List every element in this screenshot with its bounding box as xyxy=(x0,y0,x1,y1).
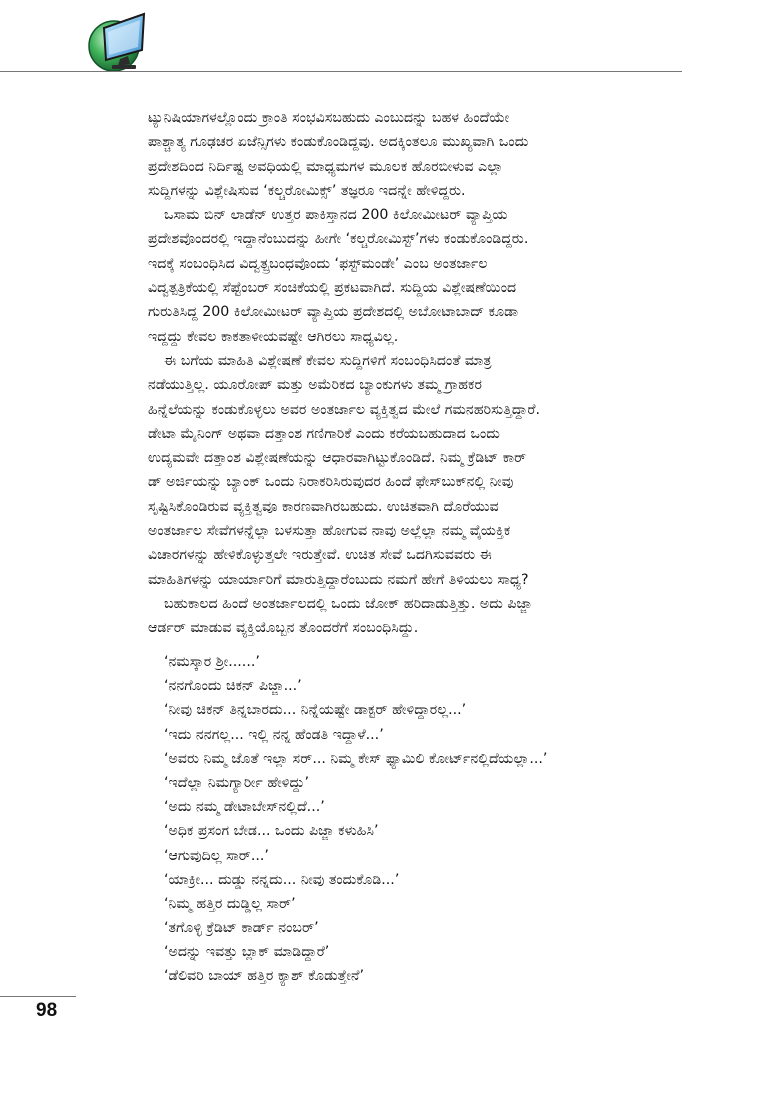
text-line: ಹಿನ್ನೆಲೆಯನ್ನು ಕಂಡುಕೊಳ್ಳಲು ಅವರ ಅಂತರ್ಜಾಲ ವ್ಯಕ್ತಿತ್ವದ ಮೇಲೆ ಗಮನಹರಿಸುತ್ತಿದ್ದಾರೆ. xyxy=(148,401,540,418)
dialogue-line: ‘ನಮಸ್ಕಾರ ಶ್ರೀ......’ xyxy=(164,654,260,670)
text-line: ಇದ್ದದ್ದು ಕೇವಲ ಕಾಕತಾಳೀಯವಷ್ಟೇ ಆಗಿರಲು ಸಾಧ್ಯವಿಲ್ಲ. xyxy=(148,328,399,345)
text-line: ಡ್ ಅರ್ಜಿಯನ್ನು ಬ್ಯಾಂಕ್ ಒಂದು ನಿರಾಕರಿಸಿರುವುದರ ಹಿಂದೆ ಫೇಸ್‌ಬುಕ್‌ನಲ್ಲಿ ನೀವು xyxy=(148,474,514,491)
text-line: ಸುದ್ದಿಗಳನ್ನು ವಿಶ್ಲೇಷಿಸುವ ‘ಕಲ್ಚರೋಮಿಕ್ಸ್’ ತಜ್ಞರೂ ಇದನ್ನೇ ಹೇಳಿದ್ದರು. xyxy=(148,182,466,199)
dialogue-line: ‘ನೀವು ಚಿಕನ್ ತಿನ್ನಬಾರದು... ನಿನ್ನೆಯಷ್ಟೇ ಡಾಕ್ಟರ್ ಹೇಳಿದ್ದಾರಲ್ಲ...’ xyxy=(164,702,467,719)
text-line: ಸೃಷ್ಟಿಸಿಕೊಂಡಿರುವ ವ್ಯಕ್ತಿತ್ವವೂ ಕಾರಣವಾಗಿರಬಹುದು. ಉಚಿತವಾಗಿ ದೊರೆಯುವ xyxy=(148,498,499,515)
text-line: ನಡೆಯುತ್ತಿಲ್ಲ. ಯೂರೋಪ್ ಮತ್ತು ಅಮೆರಿಕದ ಬ್ಯಾಂಕುಗಳು ತಮ್ಮ ಗ್ರಾಹಕರ xyxy=(148,377,482,394)
text-line: ಡೇಟಾ ಮೈನಿಂಗ್ ಅಥವಾ ದತ್ತಾಂಶ ಗಣಿಗಾರಿಕೆ ಎಂದು ಕರೆಯಬಹುದಾದ ಒಂದು xyxy=(148,425,500,442)
text-line: ಅಂತರ್ಜಾಲ ಸೇವೆಗಳನ್ನೆಲ್ಲಾ ಬಳಸುತ್ತಾ ಹೋಗುವ ನಾವು ಅಲ್ಲೆಲ್ಲಾ ನಮ್ಮ ವೈಯಕ್ತಿಕ xyxy=(148,523,511,540)
text-line: ಮಾಹಿತಿಗಳನ್ನು ಯಾರ್ಯಾರಿಗೆ ಮಾರುತ್ತಿದ್ದಾರೆಂಬುದು ನಮಗೆ ಹೇಗೆ ತಿಳಿಯಲು ಸಾಧ್ಯ? xyxy=(148,571,529,588)
article-body xyxy=(148,106,668,641)
text-line: ಇದಕ್ಕೆ ಸಂಬಂಧಿಸಿದ ವಿದ್ವತ್ಪ್ರಬಂಧವೊಂದು ‘ಫಸ್ಟ್‌ಮಂಡೇ’ ಎಂಬ ಅಂತರ್ಜಾಲ xyxy=(148,255,488,272)
text-line: ಬಹುಕಾಲದ ಹಿಂದೆ ಅಂತರ್ಜಾಲದಲ್ಲಿ ಒಂದು ಜೋಕ್ ಹರಿದಾಡುತ್ತಿತ್ತು. ಅದು ಪಿಜ್ಜಾ xyxy=(164,595,533,612)
dialogue-line: ‘ಆಗುವುದಿಲ್ಲ ಸಾರ್...’ xyxy=(164,847,269,864)
text-line: ಒಸಾಮ ಬಿನ್ ಲಾಡೆನ್ ಉತ್ತರ ಪಾಕಿಸ್ತಾನದ 200 ಕಿಲೋಮೀಟರ್ ವ್ಯಾಪ್ತಿಯ xyxy=(164,207,508,224)
dialogue-line: ‘ಯಾಕ್ರೀ... ದುಡ್ಡು ನನ್ನದು... ನೀವು ತಂದುಕೊಡಿ...’ xyxy=(164,871,400,888)
dialogue-block xyxy=(164,650,664,989)
dialogue-line: ‘ನಿಮ್ಮ ಹತ್ತಿರ ದುಡ್ಡಿಲ್ಲ ಸಾರ್’ xyxy=(164,895,296,912)
dialogue-line: ‘ತಗೊಳ್ಳಿ ಕ್ರೆಡಿಟ್ ಕಾರ್ಡ್ ನಂಬರ್’ xyxy=(164,920,319,937)
dialogue-line: ‘ಇದೆಲ್ಲಾ ನಿಮಗ್ಯಾರ್ರೀ ಹೇಳಿದ್ದು’ xyxy=(164,774,310,791)
dialogue-line: ‘ಅವರು ನಿಮ್ಮ ಜೊತೆ ಇಲ್ಲಾ ಸರ್... ನಿಮ್ಮ ಕೇಸ್ ಫ್ಯಾಮಿಲಿ ಕೋರ್ಟ್‌ನಲ್ಲಿದೆಯಲ್ಲಾ...’ xyxy=(164,750,548,767)
computer-monitor-globe-icon xyxy=(84,10,154,74)
text-line: ಗುರುತಿಸಿದ್ದ 200 ಕಿಲೋಮೀಟರ್ ವ್ಯಾಪ್ತಿಯ ಪ್ರದೇಶದಲ್ಲಿ ಅಬೋಟಾಬಾದ್ ಕೂಡಾ xyxy=(148,304,519,321)
text-line: ಟ್ಯುನಿಷಿಯಾಗಳಲ್ಲೊಂದು ಕ್ರಾಂತಿ ಸಂಭವಿಸಬಹುದು ಎಂಬುದನ್ನು ಬಹಳ ಹಿಂದೆಯೇ xyxy=(148,110,510,126)
dialogue-line: ‘ನನಗೊಂದು ಚಿಕನ್ ಪಿಜ್ಜಾ...’ xyxy=(164,678,302,695)
text-line: ವಿಚಾರಗಳನ್ನು ಹೇಳಿಕೊಳ್ಳುತ್ತಲೇ ಇರುತ್ತೇವೆ. ಉಚಿತ ಸೇವೆ ಒದಗಿಸುವವರು ಈ xyxy=(148,547,492,564)
text-line: ಪ್ರದೇಶವೊಂದರಲ್ಲಿ ಇದ್ದಾನೆಂಬುದನ್ನು ಹೀಗೇ ‘ಕಲ್ಚರೋಮಿಸ್ಟ್’ಗಳು ಕಂಡುಕೊಂಡಿದ್ದರು. xyxy=(148,231,529,248)
text-line: ಆರ್ಡರ್ ಮಾಡುವ ವ್ಯಕ್ತಿಯೊಬ್ಬನ ತೊಂದರೆಗೆ ಸಂಬಂಧಿಸಿದ್ದು. xyxy=(148,620,419,637)
text-line: ಉದ್ಯಮವೇ ದತ್ತಾಂಶ ವಿಶ್ಲೇಷಣೆಯನ್ನು ಆಧಾರವಾಗಿಟ್ಟುಕೊಂಡಿದೆ. ನಿಮ್ಮ ಕ್ರೆಡಿಟ್ ಕಾರ್ xyxy=(148,450,527,467)
dialogue-line: ‘ಅದನ್ನು ಇವತ್ತು ಬ್ಲಾಕ್ ಮಾಡಿದ್ದಾರೆ’ xyxy=(164,944,330,961)
page-number: 98 xyxy=(36,1000,58,1021)
dialogue-line: ‘ಇದು ನನಗಲ್ಲ... ಇಲ್ಲಿ ನನ್ನ ಹೆಂಡತಿ ಇದ್ದಾಳೆ...’ xyxy=(164,726,384,743)
text-line: ಪಾಶ್ಚಾತ್ಯ ಗೂಢಚರ ಏಜೆನ್ಸಿಗಳು ಕಂಡುಕೊಂಡಿದ್ದವು. ಅದಕ್ಕಿಂತಲೂ ಮುಖ್ಯವಾಗಿ ಒಂದು xyxy=(148,134,529,151)
text-line: ವಿದ್ವತ್ಪತ್ರಿಕೆಯಲ್ಲಿ ಸೆಪ್ಟೆಂಬರ್ ಸಂಚಿಕೆಯಲ್ಲಿ ಪ್ರಕಟವಾಗಿದೆ. ಸುದ್ದಿಯ ವಿಶ್ಲೇಷಣೆಯಿಂದ xyxy=(148,280,517,297)
footer-rule xyxy=(0,996,76,997)
dialogue-line: ‘ಡೆಲಿವರಿ ಬಾಯ್ ಹತ್ತಿರ ಕ್ಯಾಶ್ ಕೊಡುತ್ತೇನೆ’ xyxy=(164,968,364,985)
dialogue-line: ‘ಅದು ನಮ್ಮ ಡೇಟಾಬೇಸ್‌ನಲ್ಲಿದೆ...’ xyxy=(164,799,325,816)
text-line: ಪ್ರದೇಶದಿಂದ ನಿರ್ದಿಷ್ಟ ಅವಧಿಯಲ್ಲಿ ಮಾಧ್ಯಮಗಳ ಮೂಲಕ ಹೊರಬೀಳುವ ಎಲ್ಲಾ xyxy=(148,158,504,175)
text-line: ಈ ಬಗೆಯ ಮಾಹಿತಿ ವಿಶ್ಲೇಷಣೆ ಕೇವಲ ಸುದ್ದಿಗಳಿಗೆ ಸಂಬಂಧಿಸಿದಂತೆ ಮಾತ್ರ xyxy=(164,352,492,369)
dialogue-line: ‘ಅಧಿಕ ಪ್ರಸಂಗ ಬೇಡ... ಒಂದು ಪಿಜ್ಜಾ ಕಳುಹಿಸಿ’ xyxy=(164,823,379,840)
header-rule xyxy=(0,71,682,72)
